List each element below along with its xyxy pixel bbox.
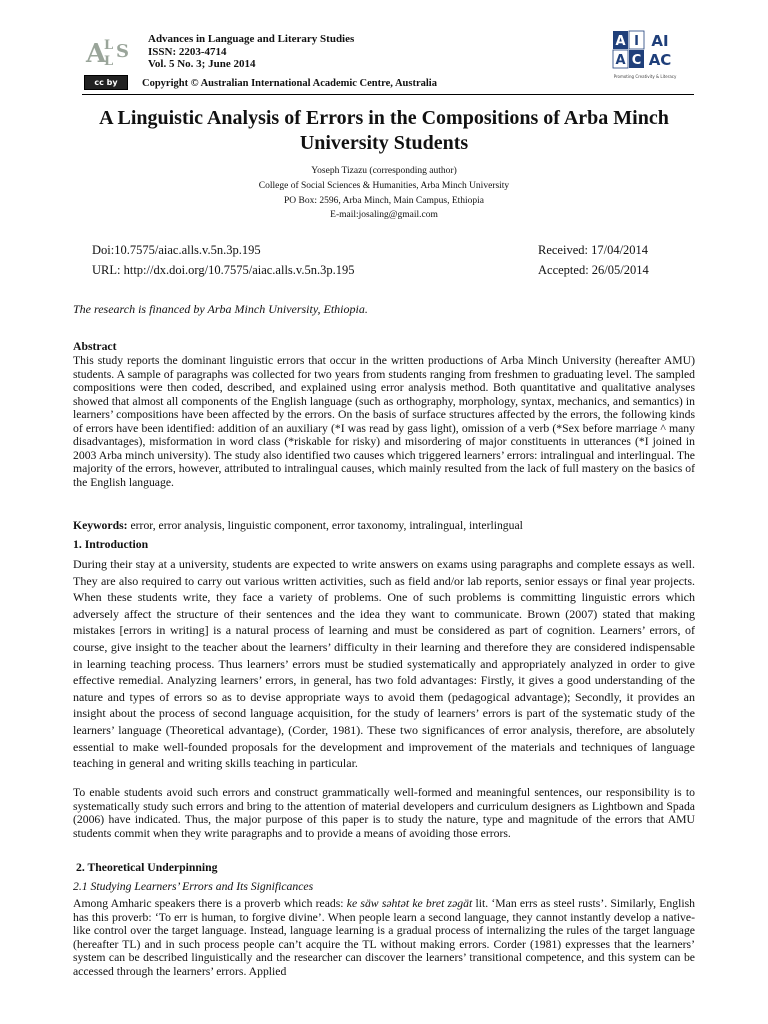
author-block	[60, 164, 708, 223]
svg-text:L: L	[104, 38, 114, 53]
header-divider	[82, 94, 694, 95]
author-email[interactable]: E-mail:josaling@gmail.com	[330, 210, 438, 221]
aiac-tagline: Promoting Creativity & Literacy	[613, 74, 677, 79]
cc-by-license-icon[interactable]	[84, 75, 128, 90]
accepted-date: Accepted: 26/05/2014	[538, 263, 649, 277]
alls-journal-logo	[84, 35, 134, 69]
svg-text:S: S	[116, 41, 129, 62]
svg-text:A: A	[86, 39, 107, 69]
section1-paragraph-2: To enable students avoid such errors and construct grammatically well-formed and meaningful sentences, our responsibility is to systematically study such errors and bring to the attention of material developers and curriculum designers as Lightbown and Spada (2006) have indicated. Thus, the major purpose of this paper is to study the nature, type and magnitude of the errors that AMU students commit when they write paragraphs and to provide a means of avoiding those errors.	[73, 786, 695, 840]
keywords-label: Keywords:	[73, 519, 128, 532]
journal-info	[148, 33, 354, 71]
paper-title: A Linguistic Analysis of Errors in the Compositions of Arba Minch University Students	[99, 107, 669, 154]
section2-paragraph	[73, 897, 695, 978]
section2-paragraph-rest: lit. ‘Man errs as steel rusts’. Similarly, English has this proverb: ‘To err is human, to forgive divine’. When people learn a second language, they cannot instantly develop a native-like control over the target language. Instead, language learning is a gradual process of internalizing the rules of the target language (hereafter TL) and in such process people can’t acquire the TL without making errors. Corder (1981) expresses that the learners’ system can be described linguistically and the researcher can discover the learners’ transitional competence, and this system can be accessed through the learners’ errors. Applied	[73, 897, 695, 978]
journal-volume: Vol. 5 No. 3; June 2014	[148, 58, 256, 71]
abstract-heading: Abstract	[73, 340, 117, 353]
author-name: Yoseph Tizazu (corresponding author)	[311, 166, 457, 176]
cc-badge-label: cc by	[94, 78, 118, 87]
svg-text:A: A	[615, 53, 626, 68]
svg-text:I: I	[634, 34, 639, 49]
section2-paragraph-start: Among Amharic speakers there is a proverb which reads:	[73, 897, 347, 910]
svg-text:AI: AI	[651, 32, 669, 50]
svg-text:A: A	[615, 34, 626, 49]
copyright-line: Copyright © Australian International Academic Centre, Australia	[142, 78, 437, 89]
amharic-proverb: ke säw sǝhtǝt ke bret zǝgät	[346, 897, 473, 910]
section1-paragraph-1: During their stay at a university, students are expected to write answers on exams using paragraphs and complete essays as well. They are also required to carry out various written activities, such as field and/or lab reports, senior essays or final year projects. When these students write, they face a variety of problems. One of such problems is committing linguistic errors which adversely affect the structure of their sentences and the idea they want to communicate. Brown (2007) stated that making mistakes [errors in writing] is a natural process of learning and must be considered as part of cognition. Learners’ errors, of course, give insight to the teacher about the learners’ difficulty in their learning and therefore they are considered indispensable in learning teaching process. Thus learners’ errors must be studied systematically and appropriately analyzed in order to give effective remedial. Analyzing learners’ errors, in general, has two fold advantages: Firstly, it gives a good understanding of the nature and types of errors so as to devise appropriate ways to avoid them (pedagogical advantage); Secondly, it provides an insight about the process of second language acquisition, for the study of learners’ errors is part of the systematic study of the learners’ language (Theoretical advantage), (Corder, 1981). These two significances of error analysis, therefore, are absolutely essential to make well-founded proposals for the development and improvement of the materials and techniques of language teaching in general and writing skills teaching in particular.	[73, 557, 695, 771]
journal-issn: ISSN: 2203-4714	[148, 45, 227, 58]
svg-text:AC: AC	[648, 51, 672, 69]
svg-text:L: L	[104, 54, 114, 69]
journal-name: Advances in Language and Literary Studies	[148, 33, 355, 45]
keywords-text: error, error analysis, linguistic component, error taxonomy, intralingual, interlingual	[130, 519, 523, 532]
url-link[interactable]: URL: http://dx.doi.org/10.7575/aiac.alls.v.5n.3p.195	[92, 263, 355, 277]
received-date: Received: 17/04/2014	[538, 243, 649, 257]
author-affiliation: College of Social Sciences & Humanities, Arba Minch University	[258, 180, 510, 191]
funding-note: The research is financed by Arba Minch University, Ethiopia.	[73, 302, 368, 316]
keywords	[73, 519, 695, 533]
section2-heading: 2. Theoretical Underpinning	[76, 861, 218, 874]
svg-text:C: C	[631, 53, 642, 68]
doi: Doi:10.7575/aiac.alls.v.5n.3p.195	[92, 243, 261, 257]
section2-1-subheading: 2.1 Studying Learners’ Errors and Its Significances	[73, 880, 314, 893]
author-address: PO Box: 2596, Arba Minch, Main Campus, Ethiopia	[283, 195, 485, 206]
section1-heading: 1. Introduction	[73, 538, 149, 551]
abstract-text: This study reports the dominant linguistic errors that occur in the written productions of Arba Minch University (hereafter AMU) students. A sample of paragraphs was collected for two years from students ranging from freshmen to graduating level. The sampled compositions were then coded, described, and explained using error analysis method. Both quantitative and qualitative analyses showed that almost all components of the English language (such as orthography, morphology, syntax, mechanics, and semantics) in learners’ compositions have been affected by the errors. On the basis of surface structures affected by the errors, the following kinds of errors have been identified: addition of an auxiliary (*I was read by gass light), omission of a verb (*Sex before marriage ^ many disadvantages), misformation in word class (*riskable for risky) and misordering of major constituents in utterances (*I joined in 2003 Arba minch university). The study also identified two causes which triggered learners’ errors: intralingual and interlingual. The majority of the errors, however, attributed to intralingual causes, which mainly resulted from the lack of full mastery on the basics of the English language.	[73, 354, 695, 489]
